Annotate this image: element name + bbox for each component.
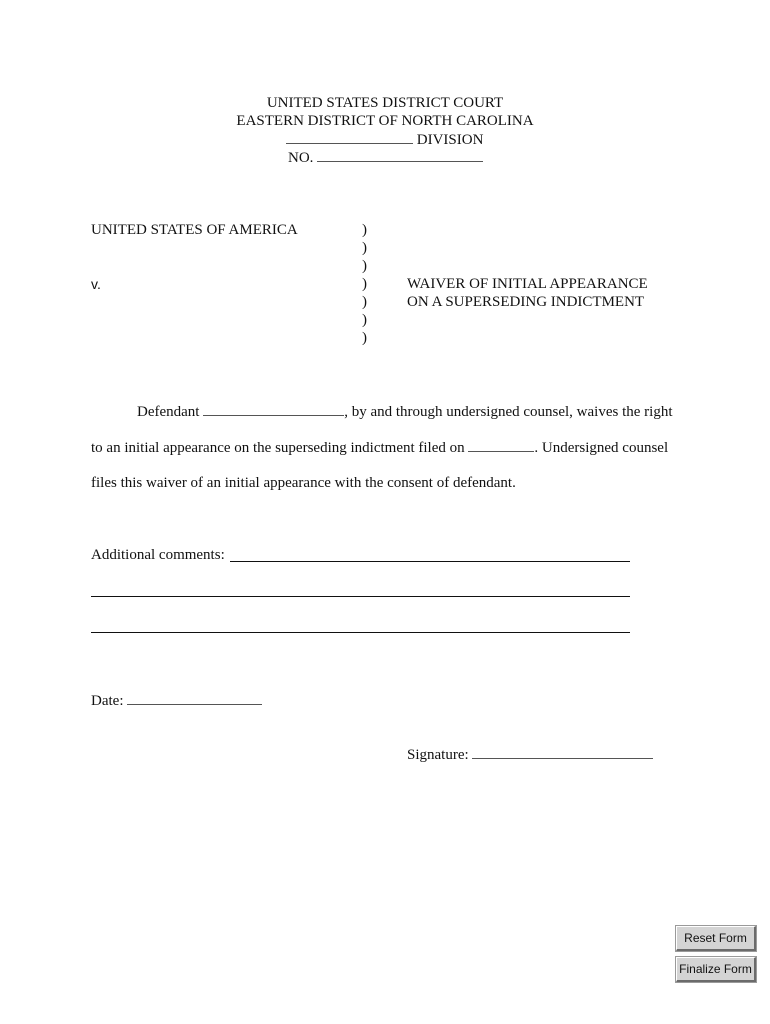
reset-form-button[interactable]: Reset Form [676, 926, 756, 951]
caption-paren: ) [362, 276, 367, 292]
date-line [91, 691, 262, 710]
date-label: Date: [91, 693, 124, 709]
comments-label: Additional comments: [91, 547, 225, 563]
comments-field-3[interactable] [91, 632, 630, 633]
defendant-label: Defendant [137, 404, 200, 420]
document-title-line2: ON A SUPERSEDING INDICTMENT [407, 294, 645, 310]
body-line-2-rest: . Undersigned counsel [534, 440, 669, 456]
body-line-2 [91, 438, 668, 457]
signature-field[interactable] [472, 745, 653, 759]
body-line-3: files this waiver of an initial appearance with the consent of defendant. [91, 475, 516, 491]
case-number-field[interactable] [317, 148, 483, 162]
finalize-form-button[interactable]: Finalize Form [676, 957, 756, 982]
date-field[interactable] [127, 691, 262, 705]
filed-date-field[interactable] [468, 438, 534, 452]
caption-paren: ) [362, 240, 367, 256]
caption-paren: ) [362, 258, 367, 274]
division-label: DIVISION [416, 132, 484, 148]
division-field[interactable] [286, 130, 413, 144]
comments-field-2[interactable] [91, 596, 630, 597]
comments-field-1[interactable] [230, 561, 630, 562]
defendant-name-field[interactable] [203, 402, 344, 416]
division-line [286, 130, 483, 149]
case-number-line [288, 148, 483, 167]
body-line-1-text: , by and through undersigned counsel, waives the right [344, 404, 673, 420]
signature-line [407, 745, 653, 764]
court-name: UNITED STATES DISTRICT COURT [266, 95, 504, 111]
body-line-1 [137, 402, 672, 421]
document-title-line1: WAIVER OF INITIAL APPEARANCE [407, 276, 648, 292]
case-number-label: NO. [288, 150, 314, 166]
caption-paren: ) [362, 330, 367, 346]
plaintiff-name: UNITED STATES OF AMERICA [91, 222, 298, 238]
versus-label: v. [91, 276, 101, 292]
district-name: EASTERN DISTRICT OF NORTH CAROLINA [236, 113, 534, 129]
signature-label: Signature: [407, 747, 469, 763]
caption-paren: ) [362, 294, 367, 310]
body-line-2-text: to an initial appearance on the superseding indictment filed on [91, 440, 465, 456]
caption-paren: ) [362, 312, 367, 328]
caption-paren: ) [362, 222, 367, 238]
